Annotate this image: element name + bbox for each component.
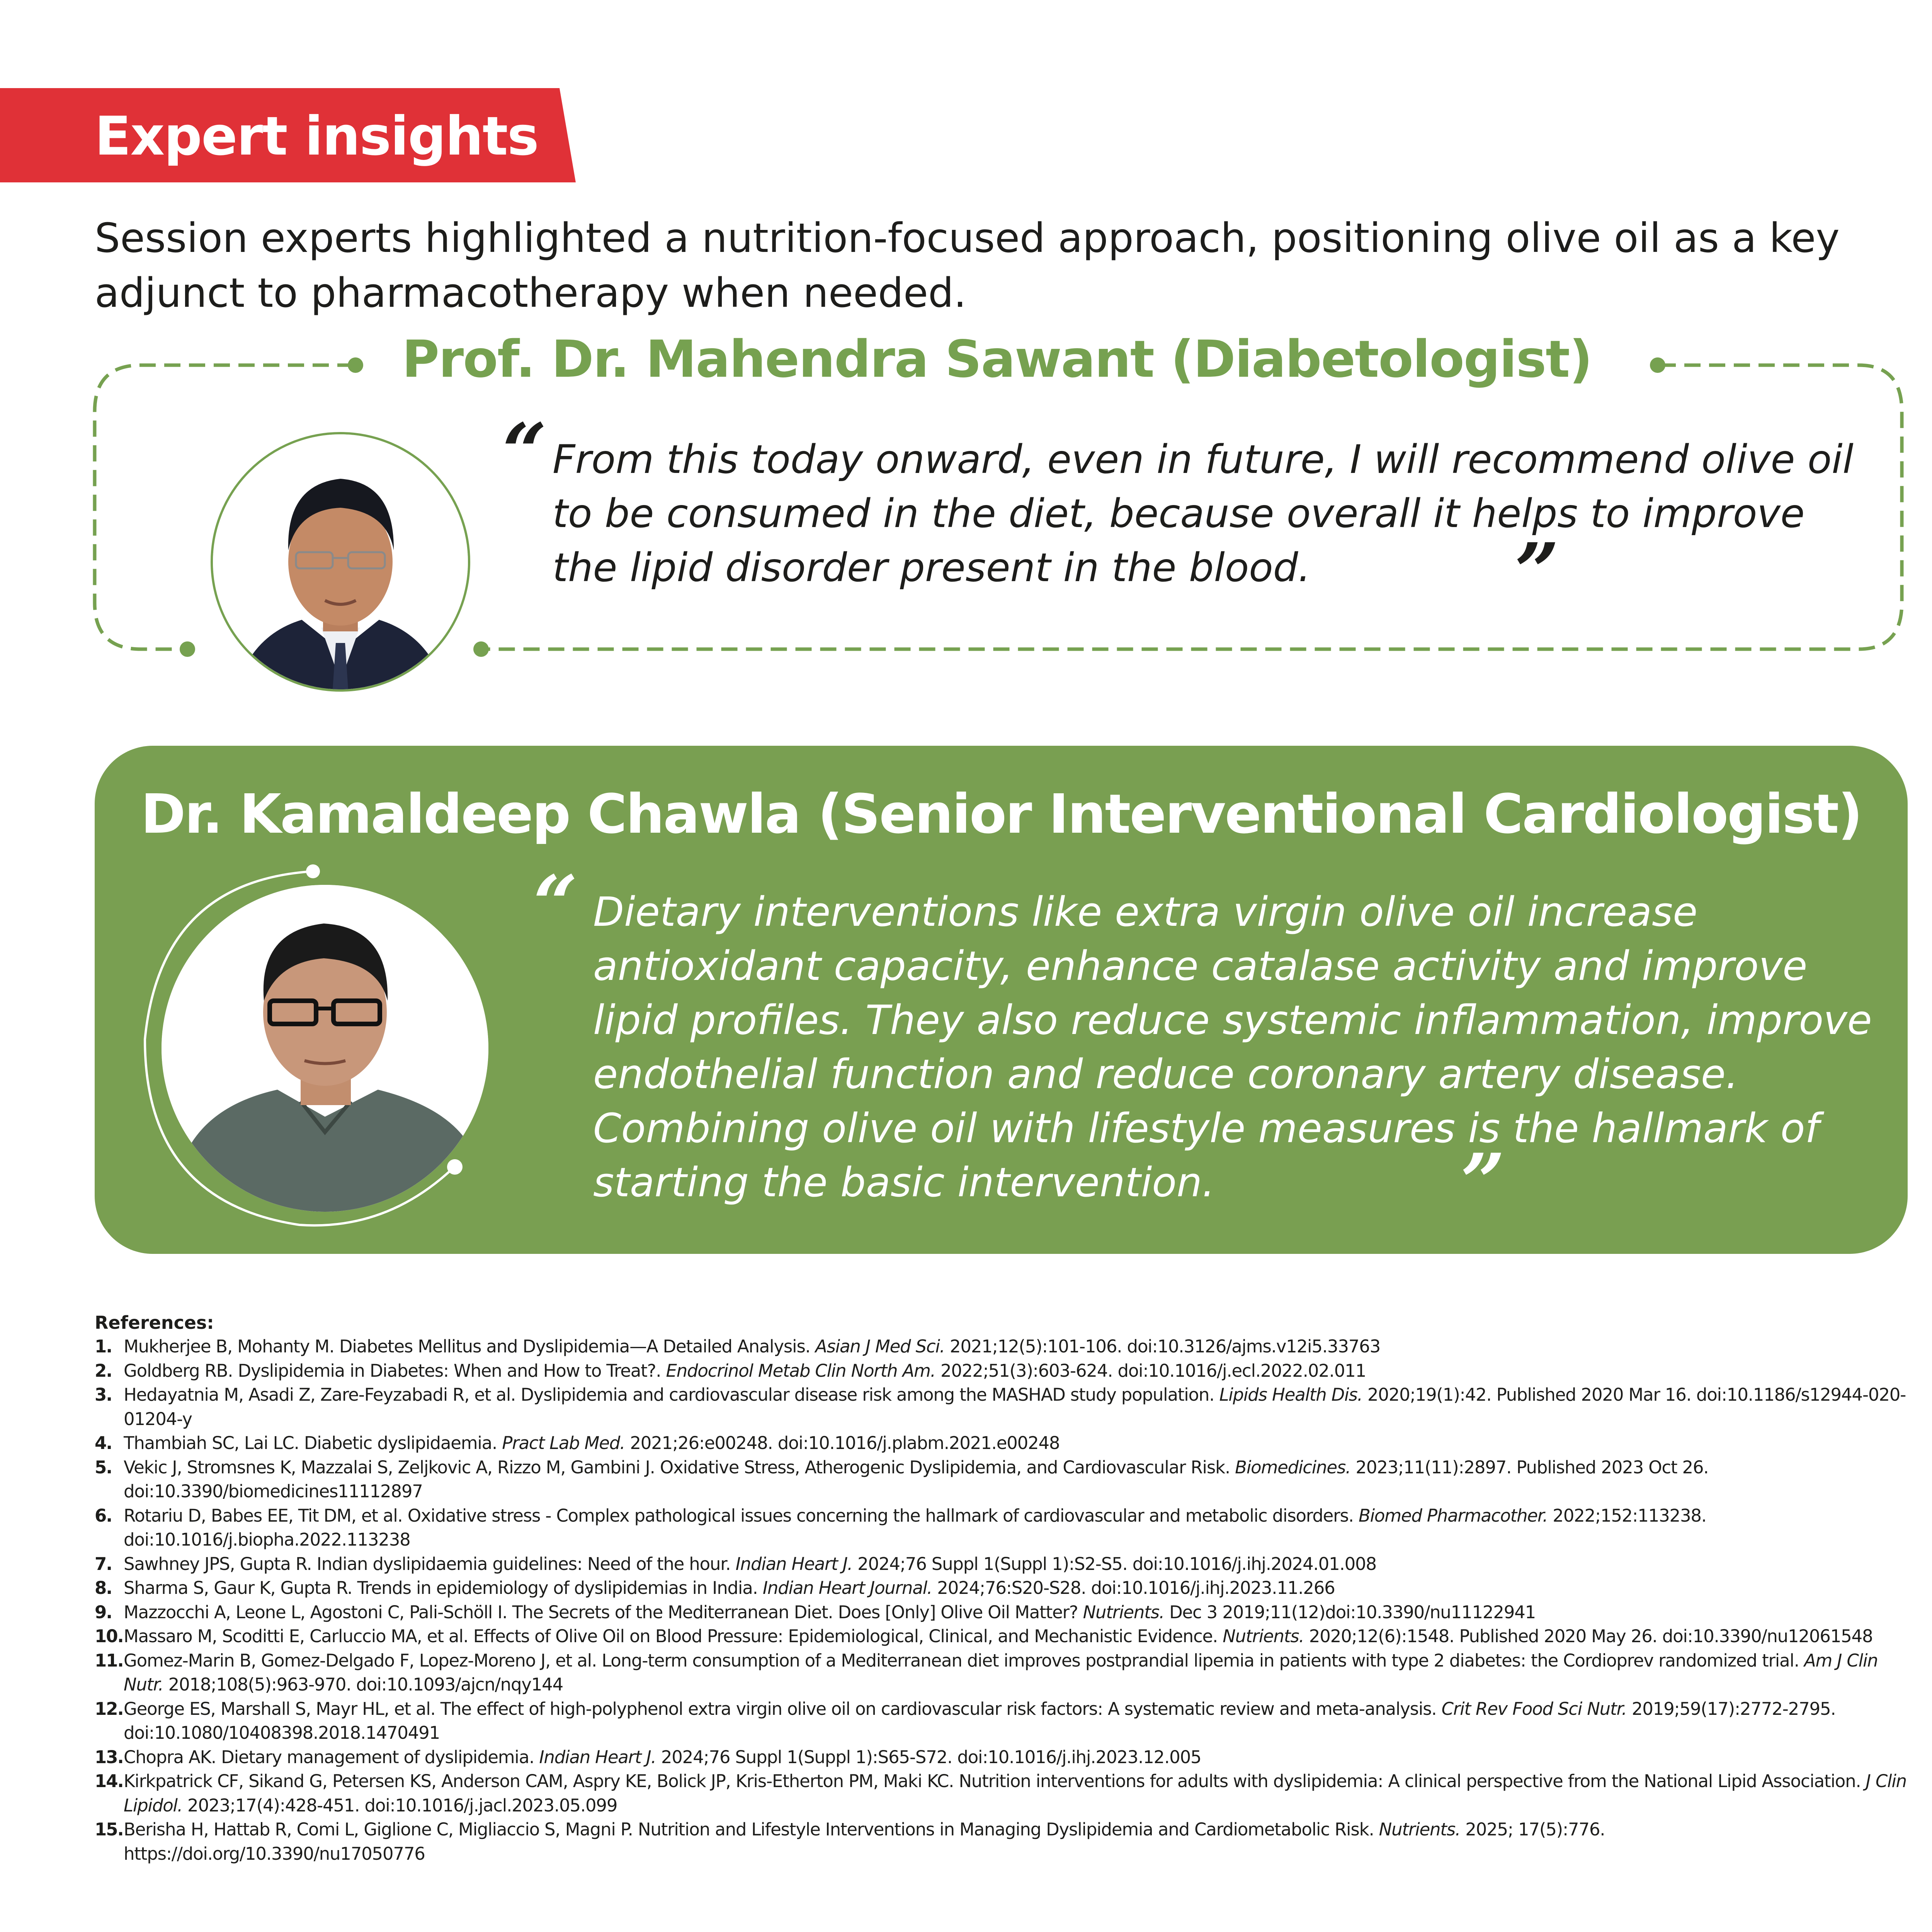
- portrait-icon: [162, 885, 488, 1212]
- expert-quote: From this today onward, even in future, I will recommend olive oil to be consumed in the diet, because overall it helps to improve the lipid disorder present in the blood.: [553, 437, 1854, 591]
- reference-text: George ES, Marshall S, Mayr HL, et al. The effect of high-polyphenol extra virgin olive oil on cardiovascular risk factors: A systematic review and meta-analysis.: [124, 1698, 1442, 1719]
- reference-journal: Pract Lab Med.: [502, 1433, 625, 1453]
- quote-close-icon: ”: [1515, 526, 1560, 617]
- reference-number: 1.: [95, 1336, 112, 1357]
- reference-journal: Indian Heart J.: [735, 1553, 852, 1574]
- reference-item: [95, 1697, 1911, 1745]
- reference-item: [95, 1600, 1911, 1625]
- reference-journal: J Clin Lipidol.: [124, 1771, 1906, 1816]
- reference-citation: 2023;11(11):2897. Published 2023 Oct 26. doi:10.3390/biomedicines11112897: [124, 1457, 1709, 1502]
- reference-text: Rotariu D, Babes EE, Tit DM, et al. Oxidative stress - Complex pathological issues concerning the hallmark of cardiovascular and metabolic disorders.: [124, 1505, 1359, 1526]
- intro-paragraph: Session experts highlighted a nutrition-focused approach, positioning olive oil as a key adjunct to pharmacotherapy when needed.: [95, 214, 1840, 316]
- expert-name: Dr. Kamaldeep Chawla (Senior Interventional Cardiologist): [141, 783, 1862, 846]
- reference-journal: Nutrients.: [1223, 1626, 1304, 1646]
- reference-citation: 2020;12(6):1548. Published 2020 May 26. doi:10.3390/nu12061548: [1304, 1626, 1873, 1646]
- reference-text: Goldberg RB. Dyslipidemia in Diabetes: When and How to Treat?.: [124, 1360, 666, 1381]
- reference-text: Sawhney JPS, Gupta R. Indian dyslipidaemia guidelines: Need of the hour.: [124, 1553, 736, 1574]
- reference-text: Massaro M, Scoditti E, Carluccio MA, et al. Effects of Olive Oil on Blood Pressure: Epidemiological, Clinical, and Mechanistic Evidence.: [124, 1626, 1223, 1646]
- reference-text: Berisha H, Hattab R, Comi L, Giglione C, Migliaccio S, Magni P. Nutrition and Lifestyle Interventions in Managing Dyslipidemia and Cardiometabolic Risk.: [124, 1819, 1379, 1840]
- reference-number: 9.: [95, 1602, 112, 1622]
- reference-number: 2.: [95, 1360, 112, 1381]
- reference-item: [95, 1818, 1911, 1866]
- reference-journal: Indian Heart J.: [539, 1747, 656, 1767]
- reference-item: [95, 1624, 1911, 1649]
- reference-number: 7.: [95, 1553, 112, 1574]
- quote-open-icon: “: [533, 859, 578, 949]
- reference-number: 3.: [95, 1384, 112, 1405]
- section-title: Expert insights: [95, 105, 538, 167]
- reference-text: Kirkpatrick CF, Sikand G, Petersen KS, Anderson CAM, Aspry KE, Bolick JP, Kris-Etherton PM, Maki KC. Nutrition interventions for adults with dyslipidemia: A clinical perspective from the National Lipid Association.: [124, 1771, 1866, 1791]
- quote-open-icon: “: [502, 406, 547, 497]
- reference-citation: 2020;19(1):42. Published 2020 Mar 16. doi:10.1186/s12944-020-01204-y: [124, 1384, 1906, 1429]
- reference-number: 15.: [95, 1819, 123, 1840]
- reference-number: 11.: [95, 1650, 123, 1671]
- reference-citation: 2021;12(5):101-106. doi:10.3126/ajms.v12i5.33763: [944, 1336, 1381, 1357]
- connector-dot: [1650, 357, 1665, 373]
- references-section: [95, 1311, 1911, 1866]
- reference-item: [95, 1769, 1911, 1818]
- references-list: [95, 1335, 1911, 1866]
- reference-journal: Lipids Health Dis.: [1219, 1384, 1362, 1405]
- portrait-icon: [213, 434, 468, 689]
- expert-photo: [211, 432, 470, 692]
- reference-citation: Dec 3 2019;11(12)doi:10.3390/nu11122941: [1164, 1602, 1536, 1622]
- reference-text: Thambiah SC, Lai LC. Diabetic dyslipidaemia.: [124, 1433, 502, 1453]
- reference-journal: Biomed Pharmacother.: [1358, 1505, 1548, 1526]
- reference-journal: Am J Clin Nutr.: [124, 1650, 1878, 1695]
- connector-dot: [473, 641, 489, 657]
- reference-text: Vekic J, Stromsnes K, Mazzalai S, Zeljkovic A, Rizzo M, Gambini J. Oxidative Stress, Atherogenic Dyslipidemia, and Cardiovascular Risk.: [124, 1457, 1235, 1478]
- reference-item: [95, 1359, 1911, 1383]
- reference-journal: Nutrients.: [1083, 1602, 1164, 1622]
- reference-citation: 2018;108(5):963-970. doi:10.1093/ajcn/nqy144: [163, 1674, 563, 1695]
- reference-number: 12.: [95, 1698, 123, 1719]
- orbit-dot: [447, 1159, 463, 1175]
- reference-item: [95, 1335, 1911, 1359]
- reference-number: 6.: [95, 1505, 112, 1526]
- reference-item: [95, 1456, 1911, 1504]
- reference-citation: 2024;76 Suppl 1(Suppl 1):S65-S72. doi:10.1016/j.ihj.2023.12.005: [656, 1747, 1201, 1767]
- reference-item: [95, 1383, 1911, 1431]
- reference-citation: 2019;59(17):2772-2795. doi:10.1080/10408398.2018.1470491: [124, 1698, 1836, 1743]
- reference-journal: Biomedicines.: [1235, 1457, 1351, 1478]
- reference-journal: Asian J Med Sci.: [815, 1336, 945, 1357]
- reference-item: [95, 1745, 1911, 1770]
- orbit-dot: [306, 864, 320, 878]
- reference-text: Sharma S, Gaur K, Gupta R. Trends in epidemiology of dyslipidemias in India.: [124, 1578, 763, 1598]
- reference-text: Mazzocchi A, Leone L, Agostoni C, Pali-Schöll I. The Secrets of the Mediterranean Diet. Does [Only] Olive Oil Matter?: [124, 1602, 1083, 1622]
- reference-text: Chopra AK. Dietary management of dyslipidemia.: [124, 1747, 539, 1767]
- reference-citation: 2022;51(3):603-624. doi:10.1016/j.ecl.2022.02.011: [935, 1360, 1366, 1381]
- reference-item: [95, 1576, 1911, 1600]
- connector-dot: [348, 357, 363, 373]
- quote-close-icon: ”: [1461, 1137, 1505, 1228]
- reference-text: Gomez-Marin B, Gomez-Delgado F, Lopez-Moreno J, et al. Long-term consumption of a Mediterranean diet improves postprandial lipemia in patients with type 2 diabetes: the Cordioprev randomized trial.: [124, 1650, 1804, 1671]
- reference-item: [95, 1431, 1911, 1456]
- reference-journal: Endocrinol Metab Clin North Am.: [666, 1360, 935, 1381]
- reference-item: [95, 1552, 1911, 1577]
- reference-number: 4.: [95, 1433, 112, 1453]
- reference-journal: Crit Rev Food Sci Nutr.: [1441, 1698, 1627, 1719]
- reference-citation: 2024;76 Suppl 1(Suppl 1):S2-S5. doi:10.1016/j.ihj.2024.01.008: [852, 1553, 1376, 1574]
- references-title: References:: [95, 1312, 214, 1333]
- reference-citation: 2021;26:e00248. doi:10.1016/j.plabm.2021.e00248: [625, 1433, 1060, 1453]
- reference-text: Mukherjee B, Mohanty M. Diabetes Mellitus and Dyslipidemia—A Detailed Analysis.: [124, 1336, 815, 1357]
- reference-number: 5.: [95, 1457, 112, 1478]
- expert-photo: [162, 885, 488, 1212]
- reference-text: Hedayatnia M, Asadi Z, Zare-Feyzabadi R, et al. Dyslipidemia and cardiovascular disease risk among the MASHAD study population.: [124, 1384, 1219, 1405]
- reference-number: 13.: [95, 1747, 123, 1767]
- reference-citation: 2022;152:113238. doi:10.1016/j.biopha.2022.113238: [124, 1505, 1706, 1550]
- reference-journal: Indian Heart Journal.: [762, 1578, 932, 1598]
- expert-name: Prof. Dr. Mahendra Sawant (Diabetologist): [402, 330, 1592, 389]
- reference-citation: 2024;76:S20-S28. doi:10.1016/j.ihj.2023.11.266: [932, 1578, 1335, 1598]
- reference-journal: Nutrients.: [1379, 1819, 1461, 1840]
- reference-number: 8.: [95, 1578, 112, 1598]
- reference-item: [95, 1504, 1911, 1552]
- reference-citation: 2025; 17(5):776. https://doi.org/10.3390/nu17050776: [124, 1819, 1605, 1864]
- reference-item: [95, 1649, 1911, 1697]
- reference-number: 14.: [95, 1771, 123, 1791]
- reference-citation: 2023;17(4):428-451. doi:10.1016/j.jacl.2023.05.099: [182, 1795, 617, 1816]
- expert-quote: Dietary interventions like extra virgin olive oil increase antioxidant capacity, enhance catalase activity and improve lipid profiles. They also reduce systemic inflammation, improve endothelial function and reduce coronary artery disease. Combining olive oil with lifestyle measures is the hallmark of starting the basic intervention.: [593, 888, 1872, 1206]
- connector-dot: [180, 641, 195, 657]
- reference-number: 10.: [95, 1626, 123, 1646]
